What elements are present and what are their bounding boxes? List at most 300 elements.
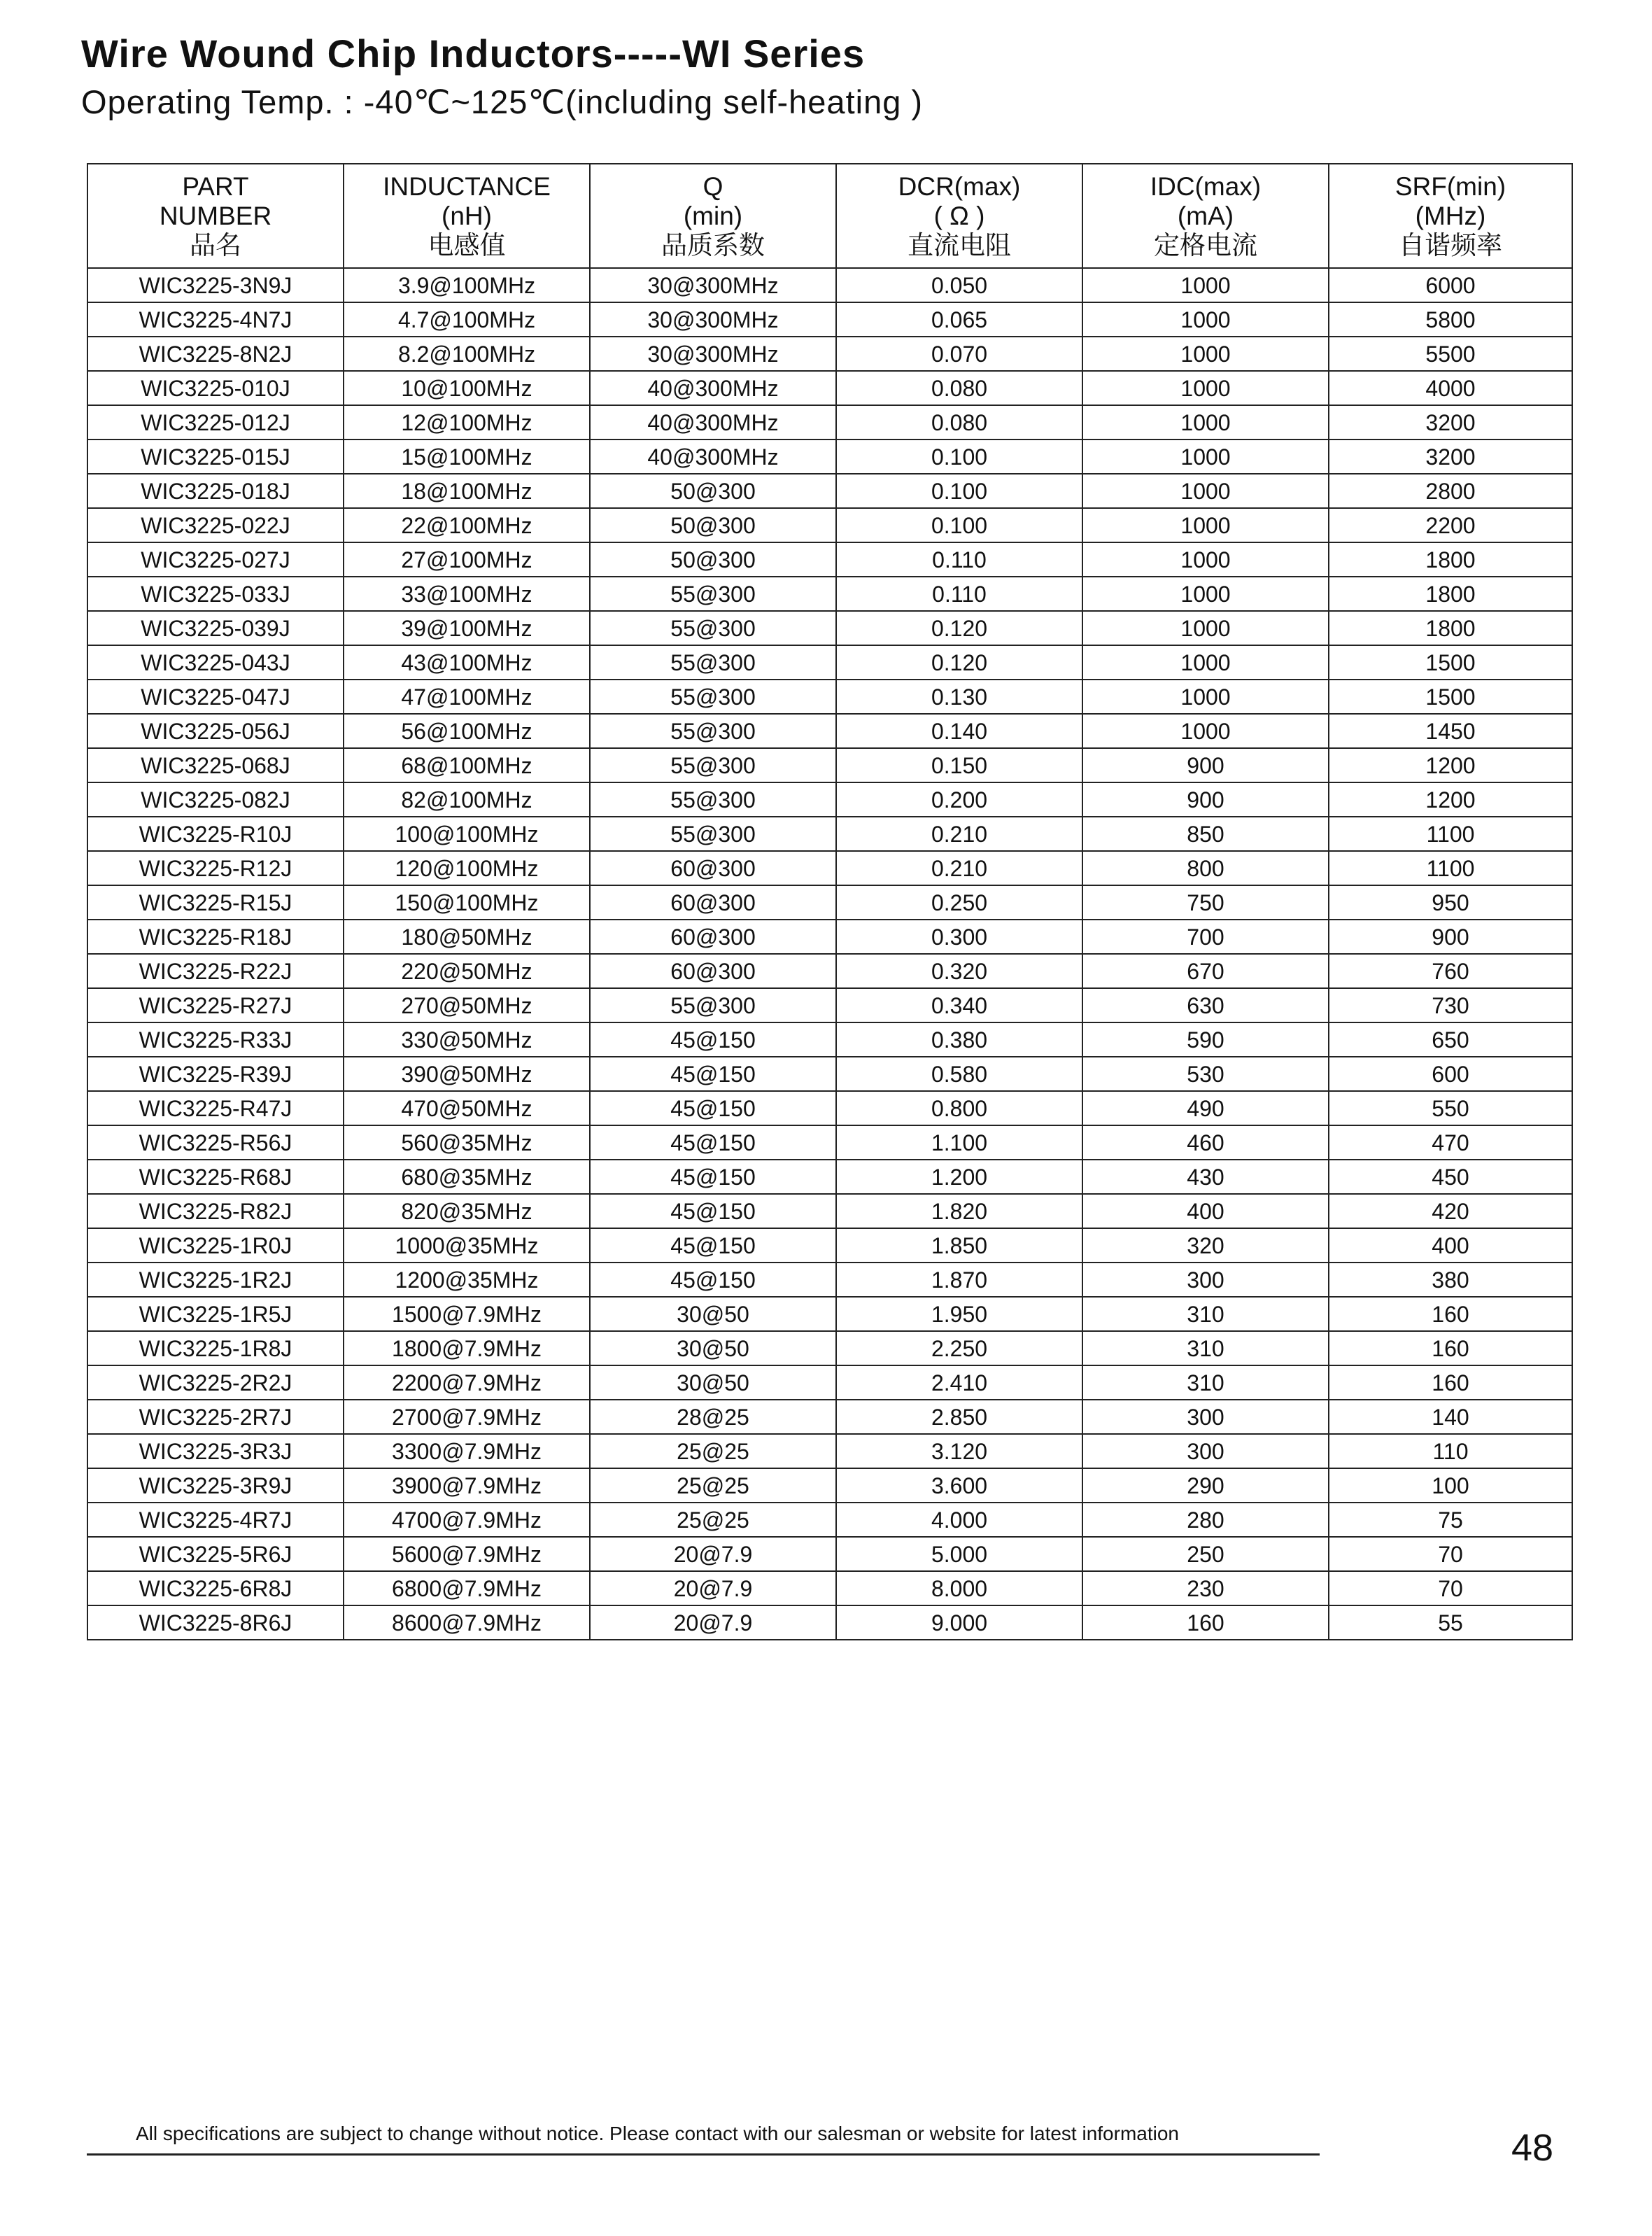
- part-number-cell: WIC3225-R68J: [87, 1160, 344, 1194]
- dcr-cell: 5.000: [836, 1537, 1082, 1571]
- table-row: [87, 851, 1572, 885]
- inductance-cell: 4700@7.9MHz: [344, 1503, 590, 1537]
- part-number-cell: WIC3225-039J: [87, 611, 344, 645]
- part-number-cell: WIC3225-1R8J: [87, 1331, 344, 1365]
- header-line: Q: [703, 171, 723, 201]
- header-line: (mA): [1177, 201, 1234, 230]
- part-number-cell: WIC3225-3R9J: [87, 1468, 344, 1503]
- part-number-cell: WIC3225-015J: [87, 440, 344, 474]
- srf-cell: 600: [1329, 1057, 1572, 1091]
- header-line: 定格电流: [1154, 230, 1257, 260]
- part-number-cell: WIC3225-R10J: [87, 817, 344, 851]
- dcr-cell: 0.300: [836, 920, 1082, 954]
- srf-cell: 380: [1329, 1263, 1572, 1297]
- part-number-cell: WIC3225-4R7J: [87, 1503, 344, 1537]
- inductance-cell: 150@100MHz: [344, 885, 590, 920]
- part-number-cell: WIC3225-R22J: [87, 954, 344, 988]
- table-row: [87, 1125, 1572, 1160]
- dcr-cell: 0.120: [836, 645, 1082, 680]
- inductance-cell: 22@100MHz: [344, 508, 590, 542]
- inductance-cell: 1200@35MHz: [344, 1263, 590, 1297]
- part-number-cell: WIC3225-2R2J: [87, 1365, 344, 1400]
- srf-cell: 1800: [1329, 577, 1572, 611]
- q-cell: 60@300: [590, 851, 836, 885]
- q-cell: 30@50: [590, 1365, 836, 1400]
- table-row: [87, 1537, 1572, 1571]
- inductance-cell: 68@100MHz: [344, 748, 590, 782]
- q-cell: 45@150: [590, 1091, 836, 1125]
- dcr-cell: 1.200: [836, 1160, 1082, 1194]
- header-line: 品名: [190, 230, 241, 260]
- idc-cell: 530: [1082, 1057, 1329, 1091]
- inductance-cell: 1800@7.9MHz: [344, 1331, 590, 1365]
- inductance-cell: 330@50MHz: [344, 1022, 590, 1057]
- srf-cell: 70: [1329, 1571, 1572, 1605]
- q-cell: 20@7.9: [590, 1571, 836, 1605]
- srf-cell: 110: [1329, 1434, 1572, 1468]
- idc-cell: 1000: [1082, 577, 1329, 611]
- part-number-cell: WIC3225-010J: [87, 371, 344, 405]
- q-cell: 45@150: [590, 1263, 836, 1297]
- dcr-cell: 0.120: [836, 611, 1082, 645]
- srf-cell: 2200: [1329, 508, 1572, 542]
- header-line: DCR(max): [898, 171, 1021, 201]
- srf-cell: 650: [1329, 1022, 1572, 1057]
- srf-cell: 730: [1329, 988, 1572, 1022]
- srf-cell: 6000: [1329, 268, 1572, 302]
- table-row: [87, 1022, 1572, 1057]
- dcr-cell: 0.200: [836, 782, 1082, 817]
- inductance-cell: 1500@7.9MHz: [344, 1297, 590, 1331]
- part-number-cell: WIC3225-6R8J: [87, 1571, 344, 1605]
- dcr-cell: 0.800: [836, 1091, 1082, 1125]
- idc-cell: 900: [1082, 782, 1329, 817]
- header-line: (MHz): [1415, 201, 1486, 230]
- inductance-cell: 43@100MHz: [344, 645, 590, 680]
- part-number-cell: WIC3225-3R3J: [87, 1434, 344, 1468]
- inductance-cell: 18@100MHz: [344, 474, 590, 508]
- inductance-cell: 1000@35MHz: [344, 1228, 590, 1263]
- column-header-dcr: [836, 164, 1082, 268]
- header-line: 自谐频率: [1399, 230, 1502, 260]
- part-number-cell: WIC3225-018J: [87, 474, 344, 508]
- srf-cell: 3200: [1329, 440, 1572, 474]
- q-cell: 30@300MHz: [590, 302, 836, 337]
- srf-cell: 75: [1329, 1503, 1572, 1537]
- inductance-cell: 220@50MHz: [344, 954, 590, 988]
- header-line: 品质系数: [661, 230, 765, 260]
- q-cell: 60@300: [590, 920, 836, 954]
- table-row: [87, 1365, 1572, 1400]
- inductance-cell: 680@35MHz: [344, 1160, 590, 1194]
- srf-cell: 450: [1329, 1160, 1572, 1194]
- table-row: [87, 542, 1572, 577]
- footer-notice: All specifications are subject to change without notice. Please contact with our salesman or website for latest information: [136, 2123, 1179, 2144]
- table-row: [87, 680, 1572, 714]
- srf-cell: 140: [1329, 1400, 1572, 1434]
- table-row: [87, 748, 1572, 782]
- q-cell: 55@300: [590, 782, 836, 817]
- q-cell: 45@150: [590, 1228, 836, 1263]
- part-number-cell: WIC3225-022J: [87, 508, 344, 542]
- idc-cell: 250: [1082, 1537, 1329, 1571]
- q-cell: 45@150: [590, 1160, 836, 1194]
- part-number-cell: WIC3225-R12J: [87, 851, 344, 885]
- header-line: SRF(min): [1395, 171, 1506, 201]
- idc-cell: 1000: [1082, 440, 1329, 474]
- table-row: [87, 885, 1572, 920]
- srf-cell: 950: [1329, 885, 1572, 920]
- q-cell: 28@25: [590, 1400, 836, 1434]
- dcr-cell: 0.130: [836, 680, 1082, 714]
- inductance-cell: 180@50MHz: [344, 920, 590, 954]
- dcr-cell: 0.050: [836, 268, 1082, 302]
- q-cell: 55@300: [590, 680, 836, 714]
- table-row: [87, 1400, 1572, 1434]
- inductance-cell: 270@50MHz: [344, 988, 590, 1022]
- srf-cell: 55: [1329, 1605, 1572, 1640]
- dcr-cell: 2.850: [836, 1400, 1082, 1434]
- inductance-cell: 15@100MHz: [344, 440, 590, 474]
- srf-cell: 1450: [1329, 714, 1572, 748]
- part-number-cell: WIC3225-R15J: [87, 885, 344, 920]
- idc-cell: 310: [1082, 1331, 1329, 1365]
- inductance-cell: 12@100MHz: [344, 405, 590, 440]
- q-cell: 20@7.9: [590, 1537, 836, 1571]
- table-row: [87, 1194, 1572, 1228]
- q-cell: 55@300: [590, 817, 836, 851]
- header-line: NUMBER: [159, 201, 272, 230]
- q-cell: 60@300: [590, 954, 836, 988]
- dcr-cell: 0.250: [836, 885, 1082, 920]
- dcr-cell: 3.600: [836, 1468, 1082, 1503]
- q-cell: 60@300: [590, 885, 836, 920]
- idc-cell: 310: [1082, 1297, 1329, 1331]
- part-number-cell: WIC3225-R27J: [87, 988, 344, 1022]
- idc-cell: 1000: [1082, 302, 1329, 337]
- part-number-cell: WIC3225-8R6J: [87, 1605, 344, 1640]
- part-number-cell: WIC3225-R39J: [87, 1057, 344, 1091]
- table-row: [87, 920, 1572, 954]
- part-number-cell: WIC3225-R82J: [87, 1194, 344, 1228]
- srf-cell: 4000: [1329, 371, 1572, 405]
- q-cell: 45@150: [590, 1194, 836, 1228]
- part-number-cell: WIC3225-5R6J: [87, 1537, 344, 1571]
- inductance-cell: 390@50MHz: [344, 1057, 590, 1091]
- q-cell: 30@300MHz: [590, 268, 836, 302]
- dcr-cell: 4.000: [836, 1503, 1082, 1537]
- dcr-cell: 8.000: [836, 1571, 1082, 1605]
- table-row: [87, 988, 1572, 1022]
- q-cell: 55@300: [590, 611, 836, 645]
- dcr-cell: 0.070: [836, 337, 1082, 371]
- q-cell: 50@300: [590, 542, 836, 577]
- q-cell: 25@25: [590, 1503, 836, 1537]
- table-row: [87, 405, 1572, 440]
- column-header-part-number: [87, 164, 344, 268]
- inductance-cell: 27@100MHz: [344, 542, 590, 577]
- srf-cell: 160: [1329, 1365, 1572, 1400]
- dcr-cell: 0.580: [836, 1057, 1082, 1091]
- idc-cell: 1000: [1082, 474, 1329, 508]
- inductance-cell: 10@100MHz: [344, 371, 590, 405]
- idc-cell: 1000: [1082, 680, 1329, 714]
- srf-cell: 160: [1329, 1331, 1572, 1365]
- q-cell: 50@300: [590, 474, 836, 508]
- table-row: [87, 1091, 1572, 1125]
- srf-cell: 100: [1329, 1468, 1572, 1503]
- idc-cell: 750: [1082, 885, 1329, 920]
- q-cell: 45@150: [590, 1057, 836, 1091]
- q-cell: 40@300MHz: [590, 405, 836, 440]
- part-number-cell: WIC3225-1R0J: [87, 1228, 344, 1263]
- idc-cell: 590: [1082, 1022, 1329, 1057]
- dcr-cell: 1.870: [836, 1263, 1082, 1297]
- table-row: [87, 508, 1572, 542]
- part-number-cell: WIC3225-012J: [87, 405, 344, 440]
- part-number-cell: WIC3225-R18J: [87, 920, 344, 954]
- inductance-cell: 6800@7.9MHz: [344, 1571, 590, 1605]
- srf-cell: 900: [1329, 920, 1572, 954]
- srf-cell: 1800: [1329, 611, 1572, 645]
- inductance-cell: 3900@7.9MHz: [344, 1468, 590, 1503]
- table-row: [87, 714, 1572, 748]
- srf-cell: 470: [1329, 1125, 1572, 1160]
- q-cell: 55@300: [590, 645, 836, 680]
- idc-cell: 290: [1082, 1468, 1329, 1503]
- dcr-cell: 0.110: [836, 577, 1082, 611]
- dcr-cell: 2.410: [836, 1365, 1082, 1400]
- srf-cell: 1200: [1329, 782, 1572, 817]
- q-cell: 50@300: [590, 508, 836, 542]
- srf-cell: 1500: [1329, 645, 1572, 680]
- srf-cell: 760: [1329, 954, 1572, 988]
- header-line: 电感值: [428, 230, 506, 260]
- table-row: [87, 337, 1572, 371]
- header-line: 直流电阻: [908, 230, 1011, 260]
- dcr-cell: 2.250: [836, 1331, 1082, 1365]
- table-row: [87, 1228, 1572, 1263]
- page-number: 48: [1511, 2127, 1554, 2169]
- inductor-spec-table: [87, 163, 1573, 1640]
- inductance-cell: 3.9@100MHz: [344, 268, 590, 302]
- inductance-cell: 3300@7.9MHz: [344, 1434, 590, 1468]
- dcr-cell: 0.100: [836, 508, 1082, 542]
- table-row: [87, 302, 1572, 337]
- srf-cell: 160: [1329, 1297, 1572, 1331]
- srf-cell: 400: [1329, 1228, 1572, 1263]
- part-number-cell: WIC3225-R33J: [87, 1022, 344, 1057]
- table-row: [87, 817, 1572, 851]
- srf-cell: 1800: [1329, 542, 1572, 577]
- table-header-row: [87, 164, 1572, 268]
- q-cell: 45@150: [590, 1125, 836, 1160]
- idc-cell: 280: [1082, 1503, 1329, 1537]
- idc-cell: 1000: [1082, 268, 1329, 302]
- header-line: (min): [683, 201, 743, 230]
- idc-cell: 1000: [1082, 371, 1329, 405]
- idc-cell: 300: [1082, 1400, 1329, 1434]
- idc-cell: 1000: [1082, 337, 1329, 371]
- inductance-cell: 8600@7.9MHz: [344, 1605, 590, 1640]
- idc-cell: 900: [1082, 748, 1329, 782]
- srf-cell: 1500: [1329, 680, 1572, 714]
- dcr-cell: 0.065: [836, 302, 1082, 337]
- idc-cell: 1000: [1082, 508, 1329, 542]
- inductance-cell: 8.2@100MHz: [344, 337, 590, 371]
- inductance-cell: 39@100MHz: [344, 611, 590, 645]
- inductance-cell: 100@100MHz: [344, 817, 590, 851]
- table-row: [87, 1057, 1572, 1091]
- q-cell: 25@25: [590, 1434, 836, 1468]
- dcr-cell: 0.210: [836, 817, 1082, 851]
- idc-cell: 1000: [1082, 645, 1329, 680]
- dcr-cell: 1.820: [836, 1194, 1082, 1228]
- inductance-cell: 5600@7.9MHz: [344, 1537, 590, 1571]
- inductance-cell: 82@100MHz: [344, 782, 590, 817]
- dcr-cell: 1.850: [836, 1228, 1082, 1263]
- q-cell: 55@300: [590, 577, 836, 611]
- table-row: [87, 1263, 1572, 1297]
- part-number-cell: WIC3225-3N9J: [87, 268, 344, 302]
- part-number-cell: WIC3225-4N7J: [87, 302, 344, 337]
- table-row: [87, 1331, 1572, 1365]
- dcr-cell: 3.120: [836, 1434, 1082, 1468]
- q-cell: 30@50: [590, 1297, 836, 1331]
- table-row: [87, 1503, 1572, 1537]
- srf-cell: 1100: [1329, 851, 1572, 885]
- table-row: [87, 1605, 1572, 1640]
- part-number-cell: WIC3225-1R5J: [87, 1297, 344, 1331]
- dcr-cell: 0.150: [836, 748, 1082, 782]
- srf-cell: 1200: [1329, 748, 1572, 782]
- dcr-cell: 0.100: [836, 440, 1082, 474]
- column-header-inductance: [344, 164, 590, 268]
- part-number-cell: WIC3225-033J: [87, 577, 344, 611]
- header-line: IDC(max): [1150, 171, 1262, 201]
- table-row: [87, 1297, 1572, 1331]
- idc-cell: 670: [1082, 954, 1329, 988]
- idc-cell: 1000: [1082, 714, 1329, 748]
- inductance-cell: 820@35MHz: [344, 1194, 590, 1228]
- header-line: ( Ω ): [933, 201, 985, 230]
- idc-cell: 1000: [1082, 611, 1329, 645]
- table-row: [87, 954, 1572, 988]
- table-body: [87, 268, 1572, 1640]
- idc-cell: 1000: [1082, 405, 1329, 440]
- dcr-cell: 0.380: [836, 1022, 1082, 1057]
- table-row: [87, 1434, 1572, 1468]
- q-cell: 55@300: [590, 748, 836, 782]
- inductance-cell: 2200@7.9MHz: [344, 1365, 590, 1400]
- q-cell: 20@7.9: [590, 1605, 836, 1640]
- idc-cell: 460: [1082, 1125, 1329, 1160]
- part-number-cell: WIC3225-R56J: [87, 1125, 344, 1160]
- q-cell: 55@300: [590, 988, 836, 1022]
- idc-cell: 1000: [1082, 542, 1329, 577]
- part-number-cell: WIC3225-2R7J: [87, 1400, 344, 1434]
- q-cell: 30@300MHz: [590, 337, 836, 371]
- dcr-cell: 9.000: [836, 1605, 1082, 1640]
- idc-cell: 800: [1082, 851, 1329, 885]
- idc-cell: 300: [1082, 1434, 1329, 1468]
- table-row: [87, 577, 1572, 611]
- table-row: [87, 1160, 1572, 1194]
- header-line: PART: [182, 171, 249, 201]
- inductance-cell: 120@100MHz: [344, 851, 590, 885]
- dcr-cell: 0.210: [836, 851, 1082, 885]
- idc-cell: 300: [1082, 1263, 1329, 1297]
- table-row: [87, 611, 1572, 645]
- srf-cell: 420: [1329, 1194, 1572, 1228]
- idc-cell: 850: [1082, 817, 1329, 851]
- part-number-cell: WIC3225-047J: [87, 680, 344, 714]
- part-number-cell: WIC3225-043J: [87, 645, 344, 680]
- table-row: [87, 645, 1572, 680]
- dcr-cell: 1.100: [836, 1125, 1082, 1160]
- q-cell: 30@50: [590, 1331, 836, 1365]
- idc-cell: 320: [1082, 1228, 1329, 1263]
- column-header-idc: [1082, 164, 1329, 268]
- part-number-cell: WIC3225-068J: [87, 748, 344, 782]
- inductance-cell: 470@50MHz: [344, 1091, 590, 1125]
- idc-cell: 400: [1082, 1194, 1329, 1228]
- q-cell: 25@25: [590, 1468, 836, 1503]
- table-row: [87, 440, 1572, 474]
- dcr-cell: 0.080: [836, 371, 1082, 405]
- table-row: [87, 782, 1572, 817]
- column-header-q: [590, 164, 836, 268]
- part-number-cell: WIC3225-1R2J: [87, 1263, 344, 1297]
- q-cell: 55@300: [590, 714, 836, 748]
- part-number-cell: WIC3225-056J: [87, 714, 344, 748]
- dcr-cell: 0.320: [836, 954, 1082, 988]
- inductance-cell: 560@35MHz: [344, 1125, 590, 1160]
- dcr-cell: 0.140: [836, 714, 1082, 748]
- srf-cell: 5800: [1329, 302, 1572, 337]
- srf-cell: 2800: [1329, 474, 1572, 508]
- idc-cell: 310: [1082, 1365, 1329, 1400]
- q-cell: 40@300MHz: [590, 440, 836, 474]
- inductance-cell: 33@100MHz: [344, 577, 590, 611]
- table-row: [87, 474, 1572, 508]
- table-row: [87, 268, 1572, 302]
- table-row: [87, 1571, 1572, 1605]
- q-cell: 40@300MHz: [590, 371, 836, 405]
- part-number-cell: WIC3225-8N2J: [87, 337, 344, 371]
- dcr-cell: 0.340: [836, 988, 1082, 1022]
- table-row: [87, 371, 1572, 405]
- srf-cell: 1100: [1329, 817, 1572, 851]
- dcr-cell: 0.110: [836, 542, 1082, 577]
- footer-divider: [87, 2153, 1320, 2156]
- header-line: INDUCTANCE: [383, 171, 551, 201]
- srf-cell: 3200: [1329, 405, 1572, 440]
- q-cell: 45@150: [590, 1022, 836, 1057]
- inductance-cell: 56@100MHz: [344, 714, 590, 748]
- inductance-cell: 47@100MHz: [344, 680, 590, 714]
- part-number-cell: WIC3225-027J: [87, 542, 344, 577]
- page-title: Wire Wound Chip Inductors-----WI Series: [81, 31, 866, 76]
- idc-cell: 700: [1082, 920, 1329, 954]
- srf-cell: 550: [1329, 1091, 1572, 1125]
- dcr-cell: 0.080: [836, 405, 1082, 440]
- idc-cell: 160: [1082, 1605, 1329, 1640]
- operating-temp-subtitle: Operating Temp. : -40℃~125℃(including self-heating ): [81, 83, 924, 120]
- srf-cell: 70: [1329, 1537, 1572, 1571]
- srf-cell: 5500: [1329, 337, 1572, 371]
- idc-cell: 430: [1082, 1160, 1329, 1194]
